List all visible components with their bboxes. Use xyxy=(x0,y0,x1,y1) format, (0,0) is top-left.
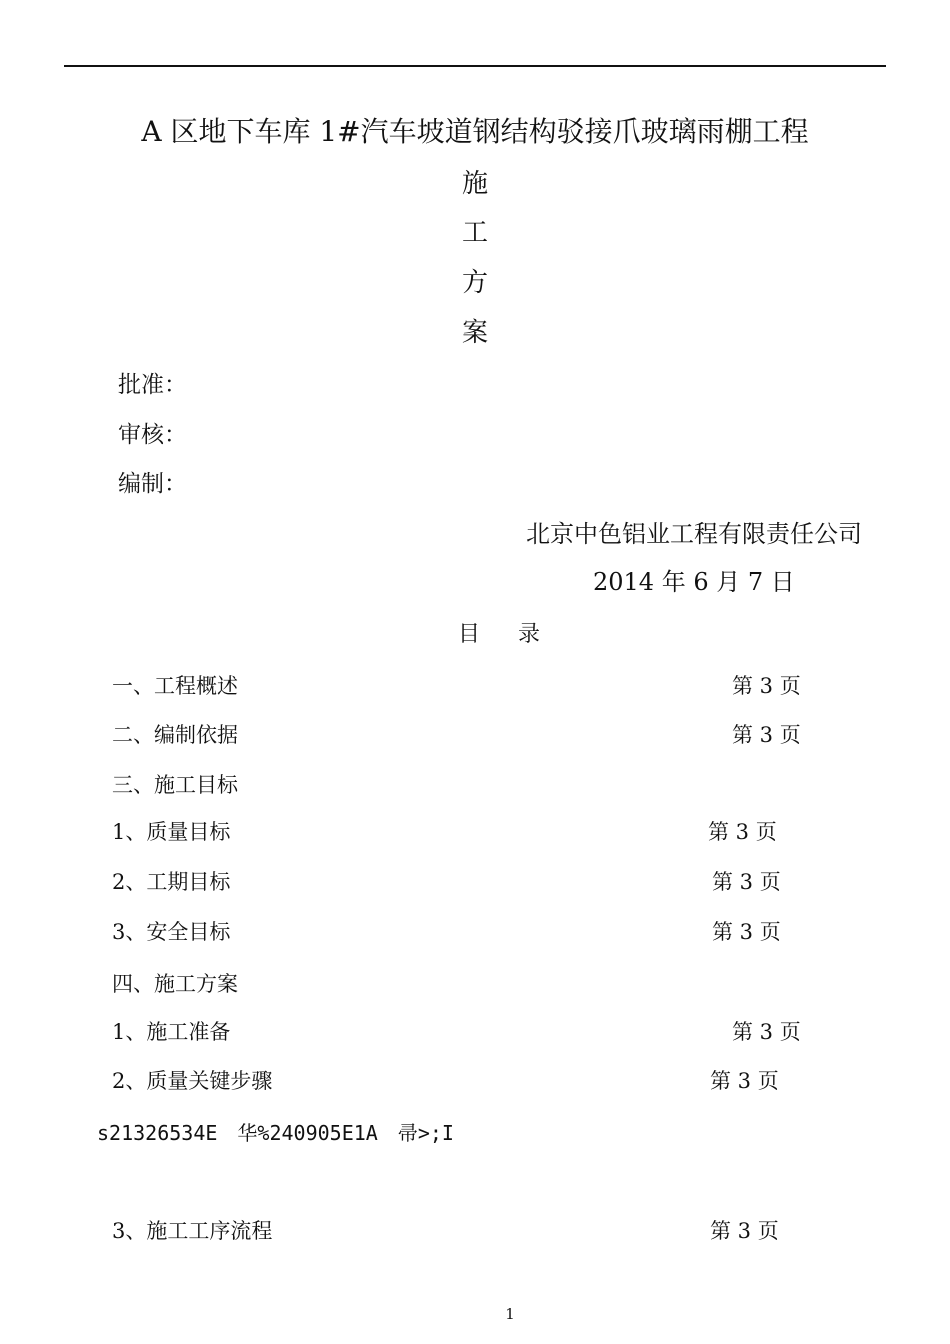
toc-entry-label: 2、质量关键步骤 xyxy=(112,1069,273,1093)
title-char-3: 方 xyxy=(461,268,488,298)
title-char-2: 工 xyxy=(461,218,488,248)
toc-entry-label: 1、施工准备 xyxy=(112,1020,231,1044)
toc-entry-label: 2、工期目标 xyxy=(112,870,231,894)
approve-label: 批准： xyxy=(118,372,187,398)
document-date: 2014 年 6 月 7 日 xyxy=(593,568,795,596)
garbled-text-line: s21326534E 华%240905E1A 帚>;I xyxy=(97,1121,454,1145)
toc-entry-label: 3、安全目标 xyxy=(112,920,231,944)
toc-entry-page: 第 3 页 xyxy=(712,920,781,944)
document-title: A 区地下车库 1#汽车坡道钢结构驳接爪玻璃雨棚工程 xyxy=(141,115,809,148)
header-rule xyxy=(64,65,886,67)
toc-entry-page: 第 3 页 xyxy=(710,1069,779,1093)
company-name: 北京中色铝业工程有限责任公司 xyxy=(526,520,862,548)
title-char-4: 案 xyxy=(461,318,488,348)
review-label: 审核： xyxy=(118,422,187,448)
toc-entry-page: 第 3 页 xyxy=(732,1020,801,1044)
toc-entry-page: 第 3 页 xyxy=(732,674,801,698)
toc-heading xyxy=(458,620,540,650)
title-char-1: 施 xyxy=(461,169,488,199)
toc-heading-right: 录 xyxy=(518,622,541,647)
toc-entry-label: 1、质量目标 xyxy=(112,820,231,844)
toc-entry-page: 第 3 页 xyxy=(732,723,801,747)
toc-entry-label: 一、工程概述 xyxy=(112,674,238,698)
toc-entry-label: 四、施工方案 xyxy=(112,972,238,996)
toc-entry-page: 第 3 页 xyxy=(708,820,777,844)
toc-entry-label: 三、施工目标 xyxy=(112,773,238,797)
toc-entry-page: 第 3 页 xyxy=(710,1219,779,1243)
compile-label: 编制： xyxy=(118,471,187,497)
toc-entry-label: 3、施工工序流程 xyxy=(112,1219,273,1243)
toc-entry-page: 第 3 页 xyxy=(712,870,781,894)
page-number: 1 xyxy=(505,1305,515,1323)
toc-heading-left: 目 xyxy=(458,622,481,647)
toc-entry-label: 二、编制依据 xyxy=(112,723,238,747)
